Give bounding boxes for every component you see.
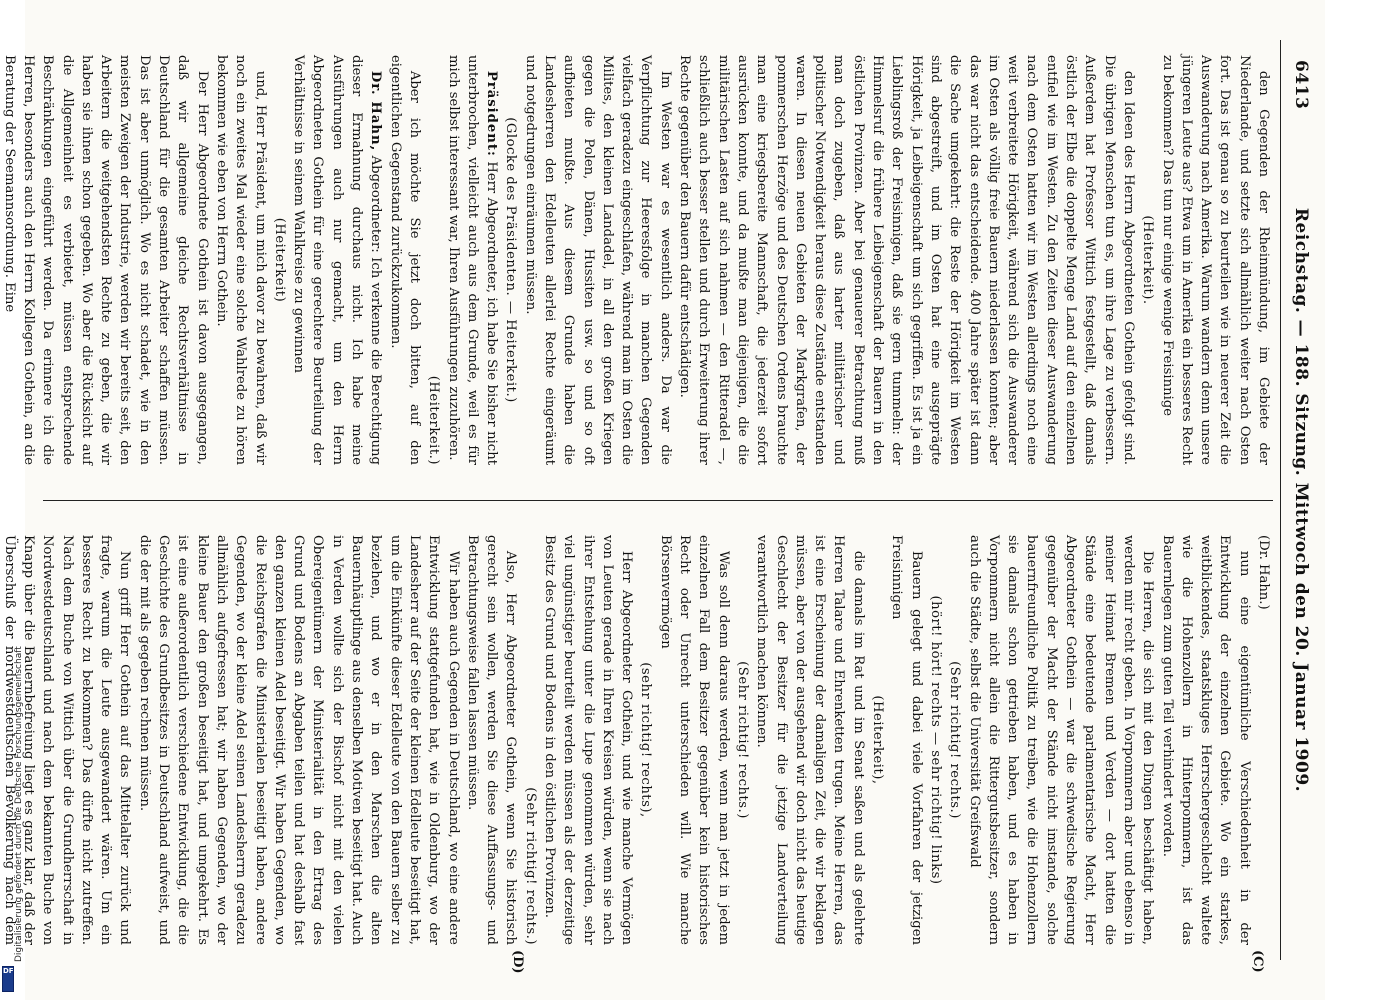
header-rule (1280, 40, 1281, 960)
paragraph: Herr Abgeordneter Gothein, und wie manche Vermögen von Leuten gerade in Ihren Kreisen würden, wenn sie nach ihrer Entstehung unter die Lupe genommen würden, sehr viel ungünstiger beurteilt werden müssen als der derzeitige Besitz des Grund und Bodens in den östlichen Provinzen. (542, 535, 635, 945)
page-number: 6413 (1291, 60, 1311, 110)
interjection: (Glocke des Präsidenten. — Heiterkeit.) (503, 117, 519, 403)
speaker-continuation: (Dr. Hahn.) (1256, 535, 1271, 610)
speech-text: Abgeordneter: Ich verkenne die Berechtigung dieser Ermahnung durchaus nicht. Ich habe meine Ausführungen auch nur gemacht, um den Herrn Abgeordneten Gothein für eine gerechtere Beurteilung der Verhältnisse in seinem Wahlkreise zu gewinnen (291, 55, 384, 465)
interjection: (Heiterkeit), (870, 695, 886, 785)
dfg-logo (2, 966, 20, 992)
paragraph: Im Westen war es wesentlich anders. Da war die Verpflichtung zur Heeresfolge in manchen Gegenden vielfach geradezu eingeschlafen, während man im Osten die Milites, den kleinen Landadel, in all den großen Kriegen gegen die Polen, Dänen, Hussiten usw. so und so oft aufbieten mußte. Aus diesem Grunde haben die Landesherren den Edelleuten allerlei Rechte eingeräumt und notgedrungen einräumen müssen. (522, 55, 673, 465)
left-column (1, 55, 1273, 465)
paragraph: den Ideen des Herrn Abgeordneten Gothein gefolgt sind. Die übrigen Menschen tun es, um ihre Lage zu verbessern. Außerdem hat Professor Wittich festgestellt, daß damals östlich der Elbe die doppelte Menge Land auf den einzelnen entfiel wie im Westen. Zu den Zeiten dieser Auswanderung nach dem Osten hatten wir im Westen allerdings noch eine weit verbreitete Hörigkeit, während sich die Auswanderer im Osten als völlig freie Bauern niederlassen konnten; aber das war nicht das entscheidende. 400 Jahre später ist dann die Sache umgekehrt: die Reste der Hörigkeit im Westen sind abgestreift, und im Osten hat eine ausgeprägte Hörigkeit, ja Leibeigenschaft um sich gegriffen. Es ist ja ein Lieblingsroß der Freisinnigen, daß sie gern tummeln: der Himmelsruf die frühere Leibeigenschaft der Bauern in den östlichen Provinzen. Aber bei genauerer Betrachtung muß man doch zugeben, daß aus harter militärischer und politischer Notwendigkeit heraus diese Zustände entstanden waren. In diesen neuen Gebieten der Markgrafen, der pommerschen Herzöge und des Deutschen Ordens brauchte man eine kriegsbereite Mannschaft, die jederzeit sofort ausrücken konnte, und da mußte man diejenigen, die die militärischen Lasten auf sich nahmen — den Ritteradel —, schließlich auch besser stellen und durch Erweiterung ihrer Rechte gegenüber den Bauern dafür entschädigen. (677, 55, 1136, 465)
paragraph: Bauern gelegt und dabei viele Vorfahren der jetzigen Freisinnigen (889, 535, 924, 945)
interjection: (hört! hört! rechts — sehr richtig! links) (927, 595, 943, 885)
paragraph: nun eine eigentümliche Verschiedenheit in der Entwicklung der einzelnen Gebiete. Wo ein starkes, weitblickendes, staatskluges Herrschergeschlecht waltete wie die Hohenzollern in Hinterpommern, ist das Bauernlegen zum guten Teil verhindert worden. (1159, 535, 1252, 945)
speech-paragraph (443, 55, 501, 465)
page-title: Reichstag. — 188. Sitzung. Mittwoch den 20. Januar 1909. (1291, 207, 1311, 793)
column-divider (43, 500, 1273, 501)
speaker-name: Präsident: (484, 70, 500, 157)
interjection: (Sehr richtig! rechts.) (734, 661, 750, 819)
interjection: (Sehr richtig! rechts.) (947, 661, 963, 819)
interjection: (Heiterkeit). (1140, 215, 1156, 305)
paragraph: die damals im Rat und im Senat saßen und als gelehrte Herren Talare und Ehrenketten trugen. Meine Herren, das ist eine Erscheinung der damaligen Zeit, die wir beklagen müssen, aber von der ausgehend wir doch nicht das heutige Geschlecht der Besitzer für die jetzige Landverteilung verantwortlich machen können. (754, 535, 866, 945)
paragraph: Die Herren, die sich mit den Dingen beschäftigt haben, werden mir recht geben. In Vorpommern aber und ebenso in meiner Heimat Bremen und Verden — dort hatten die Stände eine bedeutende parlamentarische Macht, Herr Abgeordneter Gothein — war die schwedische Regierung gegenüber der Macht der Stände nicht imstande, solche bauernfreundliche Politik zu treiben, wie die Hohenzollern sie damals schon getrieben haben, und es haben in Vorpommern nicht allein die Rittergutsbesitzer, sondern auch die Städte, selbst die Universität Greifswald (966, 535, 1156, 945)
funding-note: Digitalisierung gefördert durch die Deutsche Forschungsgemeinschaft (14, 646, 24, 962)
paragraph: Wir haben auch Gegenden in Deutschland, wo eine andere Entwicklung stattgefunden hat, wie in Oldenburg, wo der Landesherr auf der Seite der kleinen Edelleute beseitigt hat, um die Einkünfte dieser Edelleute von den Bauern selber zu beziehen, und wo er in den Marschen die alten Bauernhäuptlinge aus denselben Motiven beseitigt hat. Auch in Verden wollte sich der Bischof nicht mit den vielen Obereigentümern der Ministerialität in den Ertrag des Grund und Bodens an Abgaben teilen und hat deshalb fast den ganzen kleinen Adel beseitigt. Wir haben Gegenden, wo die Reichsgrafen die Ministerialen beseitigt haben, andere Gegenden, wo der kleine Adel seinen Landesherrn geradezu allmählich aufgefressen hat; wir haben Gegenden, wo der kleine Bauer den großen beseitigt hat, und umgekehrt. Es ist eine außerordentlich verschiedene Entwicklung, die die Geschichte des Grundbesitzes in Deutschland aufweist, und die der mit als gegeben rechnen müssen. (136, 535, 461, 945)
margin-mark-c: (C) (1250, 950, 1265, 973)
interjection: (sehr richtig! rechts), (638, 662, 654, 818)
paragraph: Aber ich möchte Sie jetzt doch bitten, auf den eigentlichen Gegenstand zurückzukommen. (387, 55, 422, 465)
paragraph: Der Herr Abgeordnete Gothein ist davon ausgegangen, daß wir allgemeine gleiche Rechtsverhältnisse in Deutschland für die gesamten Arbeiter schaffen müssen. Das ist aber unmöglich. Wo es nicht schadet, wie in den meisten Zweigen der Industrie, werden wir bereits seit, den Arbeitern die weitgehendsten Rechte zu geben, die wir haben sie ihnen schon gegeben. Wo aber die Rücksicht auf die Allgemeinheit es verbietet, müssen entsprechende Beschränkungen eingeführt werden. Da erinnere ich die Herren, besonders auch den Herrn Kollegen Gothein, an die Beratung der Seemannsordnung. Eine (1, 55, 210, 465)
margin-mark-d: (D) (510, 950, 525, 974)
speaker-name: Dr. Hahn, (368, 70, 384, 152)
interjection: (Heiterkeit) (271, 217, 287, 303)
speech-paragraph (289, 55, 385, 465)
paragraph: und, Herr Präsident, um mich davor zu bewahren, daß wir noch ein zweites Mal wieder eine solche Wahlrede zu hören bekommen wie eben von Herrn Gothein. (213, 55, 268, 465)
paragraph: Nun griff Herr Gothein auf das Mittelalter zurück und fragte, warum die Leute ausgewandert wären. Um ein besseres Recht zu bekommen? Das dürfte nicht zutreffen. Nach dem Buche von Wittich über die Grundherrschaft in Nordwestdeutschland und nach dem bekannten Buche von Knapp über die Bauernbefreiung liegt es ganz klar, daß der Überschuß der nordwestdeutschen Bevölkerung nach dem (1, 535, 133, 945)
interjection: (Sehr richtig! rechts.) (522, 787, 538, 945)
dfg-logo-text: DFG (3, 967, 20, 975)
paragraph: Was soll denn daraus werden, wenn man jetzt in jedem einzelnen Fall dem Besitzer gegenüber kein historisches Recht oder Unrecht unterschieden will. Wie manche Börsenvermögen (657, 535, 731, 945)
paragraph: den Gegenden der Rheinmündung, im Gebiete der Niederlande, und setzte sich allmählich weiter nach Osten fort. Das ist genau so zu beurteilen wie in neuerer Zeit die Auswanderung nach Amerika. Warum wandern denn unsere jüngeren Leute aus? Etwa um in Amerika ein besseres Recht zu bekommen? Das tun nur einige wenige Freisinnige (1159, 55, 1271, 465)
interjection: (Heiterkeit.) (426, 375, 442, 465)
paragraph: Also, Herr Abgeordneter Gothein, wenn Sie historisch gerecht sein wollen, werden Sie diese Auffassungs- und Betrachtungsweise fallen lassen müssen. (464, 535, 519, 945)
page-header (1281, 60, 1311, 940)
speech-text: Herr Abgeordneter, ich habe Sie bisher nicht unterbrochen, vielleicht auch aus dem Grunde, weil es für mich selbst interessant war, Ihren Ausführungen zuzuhören. (445, 55, 500, 465)
